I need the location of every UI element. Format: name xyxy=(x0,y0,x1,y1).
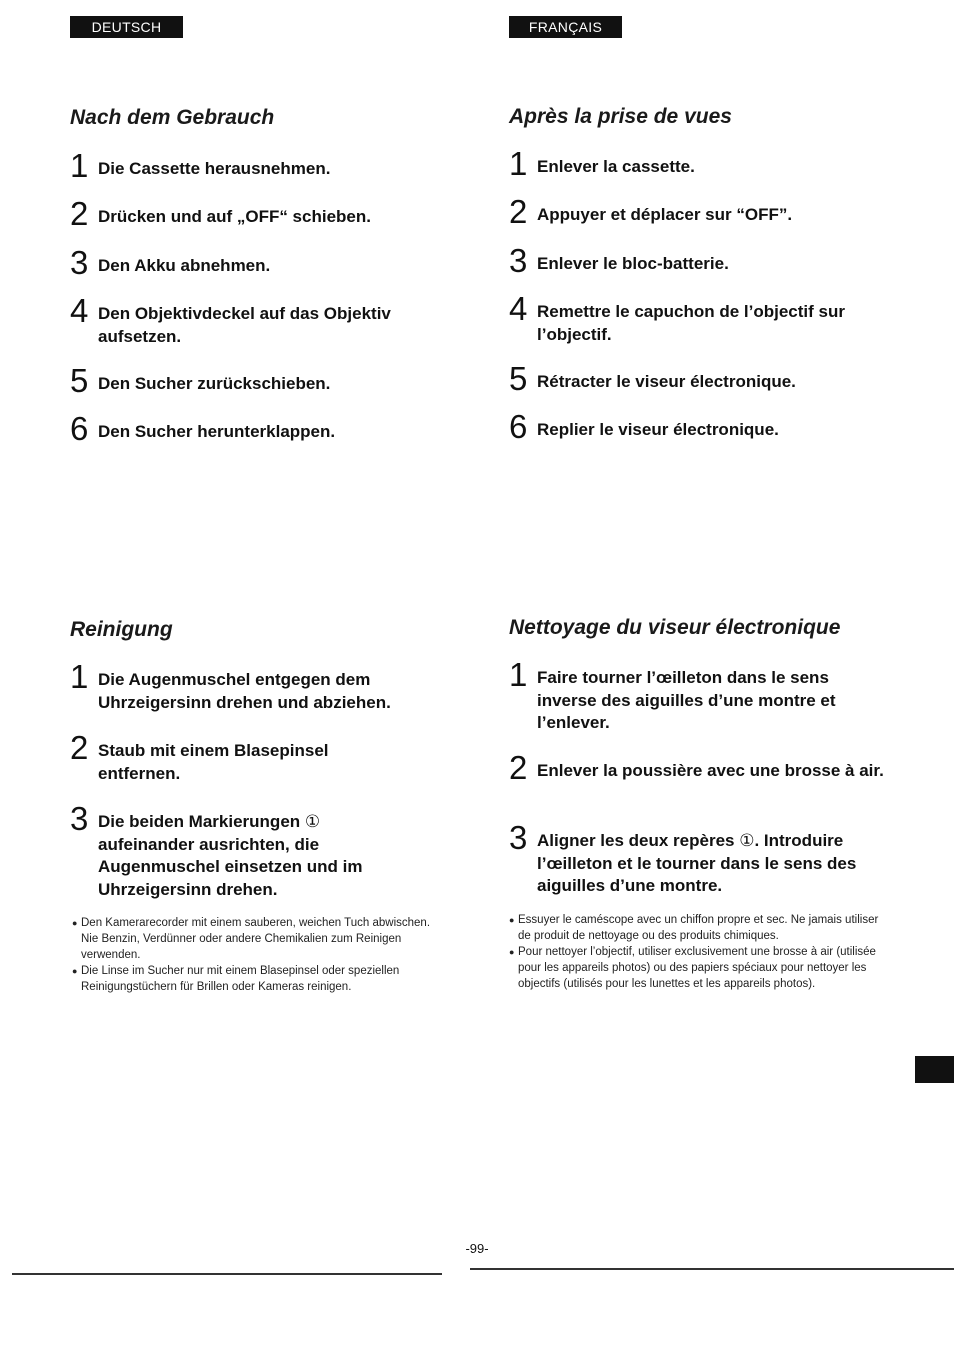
step-text: Die Augenmuschel entgegen dem Uhrzeigersinn drehen und abziehen. xyxy=(98,670,391,712)
step-number: 4 xyxy=(509,290,528,327)
step-number: 3 xyxy=(509,819,528,856)
note-item: ● Die Linse im Sucher nur mit einem Blasepinsel oder speziellen Reinigungstüchern für Brillen oder Kameras reinigen. xyxy=(72,965,400,993)
step-text: Enlever la cassette. xyxy=(537,157,695,176)
note-item: ● Den Kamerarecorder mit einem sauberen, weichen Tuch abwischen. Nie Benzin, Verdünner oder andere Chemikalien zum Reinigen verwenden. xyxy=(72,917,431,961)
step-number: 2 xyxy=(70,729,89,766)
step-item xyxy=(509,145,889,182)
note-item: ● Essuyer le caméscope avec un chiffon propre et sec. Ne jamais utiliser de produit de nettoyage ou des produits chimiques. xyxy=(509,914,879,942)
step-number: 1 xyxy=(70,147,89,184)
page-number: -99- xyxy=(465,1241,489,1256)
step-number: 2 xyxy=(509,193,528,230)
step-text: Den Sucher herunterklappen. xyxy=(98,422,336,441)
step-number: 1 xyxy=(509,145,528,182)
step-number: 2 xyxy=(509,749,528,786)
cleaning-heading-fr: Nettoyage du viseur électronique xyxy=(509,616,841,639)
step-item xyxy=(509,193,889,230)
language-tab-french: FRANÇAIS xyxy=(509,16,622,38)
step-number: 6 xyxy=(70,410,89,447)
marker-1-icon: ① xyxy=(739,831,755,850)
step-item xyxy=(70,410,450,447)
step-text: Enlever le bloc-batterie. xyxy=(537,254,729,273)
step-item xyxy=(509,408,889,445)
cleaning-notes-de xyxy=(72,915,447,995)
step-item xyxy=(509,819,899,898)
cleaning-notes-fr xyxy=(509,912,884,992)
bullet-icon: ● xyxy=(72,918,78,928)
step-item xyxy=(509,290,899,346)
step-number: 3 xyxy=(70,244,89,281)
note-item: ● Pour nettoyer l’objectif, utiliser exclusivement une brosse à air (utilisée pour les appareils photos) ou des papiers spéciaux pour nettoyer les objectifs (utilisés pour les lunettes et les appareils photos). xyxy=(509,946,876,990)
step-item xyxy=(70,147,450,184)
footer-rule-left xyxy=(12,1273,442,1275)
step-text: Remettre le capuchon de l’objectif sur l’objectif. xyxy=(537,302,845,344)
cleaning-heading-de: Reinigung xyxy=(70,618,173,641)
step-number: 4 xyxy=(70,292,89,329)
step-number: 1 xyxy=(509,656,528,693)
step-item xyxy=(70,658,440,714)
step-text: Replier le viseur électronique. xyxy=(537,420,779,439)
step-number: 5 xyxy=(509,360,528,397)
step-item xyxy=(509,242,889,279)
step-text: Aligner les deux repères ①. Introduire l’œilleton et le tourner dans le sens des aiguilles d’une montre. xyxy=(537,831,857,895)
step-number: 5 xyxy=(70,362,89,399)
step-text: Enlever la poussière avec une brosse à air. xyxy=(537,761,884,780)
after-use-heading-de: Nach dem Gebrauch xyxy=(70,106,275,129)
step-number: 3 xyxy=(509,242,528,279)
step-text: Rétracter le viseur électronique. xyxy=(537,372,796,391)
step-item xyxy=(509,749,884,786)
step-text: Staub mit einem Blasepinsel entfernen. xyxy=(98,741,329,783)
step-text: Die Cassette herausnehmen. xyxy=(98,159,331,178)
bullet-icon: ● xyxy=(509,915,515,925)
step-item xyxy=(70,800,410,901)
section-edge-tab xyxy=(915,1056,954,1083)
step-item xyxy=(70,292,450,348)
step-item xyxy=(70,362,450,399)
marker-1-icon: ① xyxy=(304,812,321,831)
step-text: Den Akku abnehmen. xyxy=(98,256,271,275)
bullet-icon: ● xyxy=(72,966,78,976)
step-number: 3 xyxy=(70,800,89,837)
step-item xyxy=(509,656,884,735)
step-item xyxy=(70,729,390,785)
step-item xyxy=(70,244,450,281)
step-text: Faire tourner l’œilleton dans le sens inverse des aiguilles d’une montre et l’enlever. xyxy=(537,668,836,732)
step-text: Appuyer et déplacer sur “OFF”. xyxy=(537,205,793,224)
step-item xyxy=(70,195,450,232)
step-text: Den Sucher zurückschieben. xyxy=(98,374,331,393)
step-number: 2 xyxy=(70,195,89,232)
step-number: 1 xyxy=(70,658,89,695)
footer-rule-right xyxy=(470,1268,954,1270)
language-tab-german: DEUTSCH xyxy=(70,16,183,38)
step-number: 6 xyxy=(509,408,528,445)
step-item xyxy=(509,360,889,397)
step-text: Den Objektivdeckel auf das Objektiv aufsetzen. xyxy=(98,304,391,346)
step-text: Drücken und auf „OFF“ schieben. xyxy=(98,207,371,226)
bullet-icon: ● xyxy=(509,947,515,957)
step-text: Die beiden Markierungen ① aufeinander ausrichten, die Augenmuschel einsetzen und im Uhrzeigersinn drehen. xyxy=(98,812,363,899)
after-use-heading-fr: Après la prise de vues xyxy=(509,105,732,128)
